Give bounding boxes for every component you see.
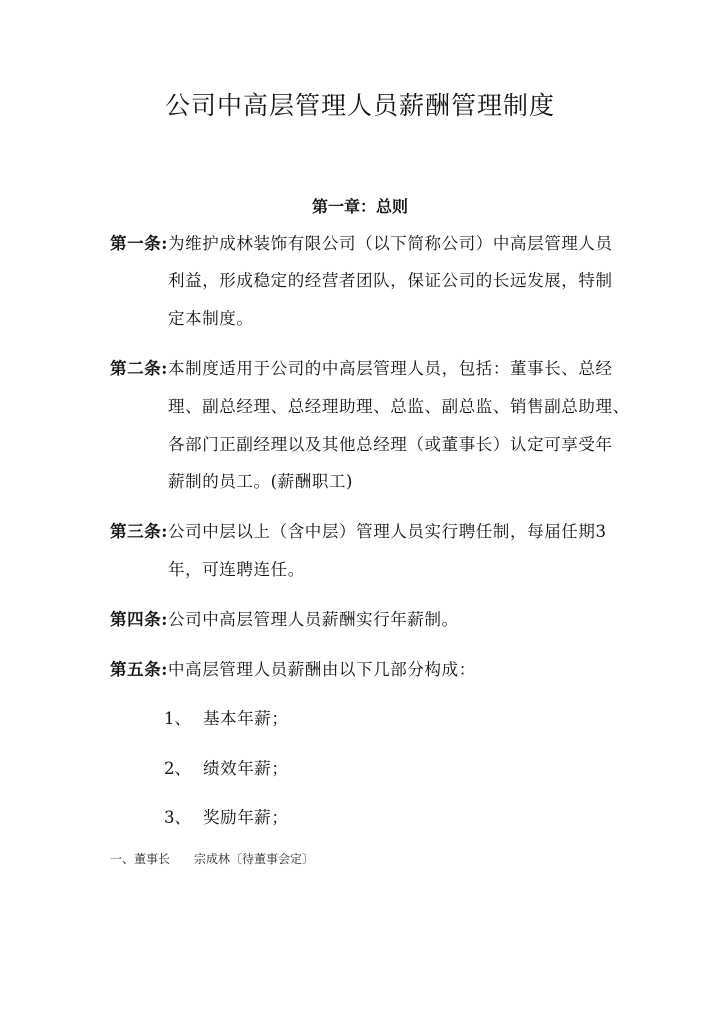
footnote-right: 宗成林〔待董事会定〕 xyxy=(194,852,315,866)
list-item-2-number: 2、 xyxy=(164,759,191,778)
article-2-label: 第二条: xyxy=(110,359,168,378)
article-4-label: 第四条: xyxy=(110,610,168,629)
list-item-2-text: 绩效年薪； xyxy=(203,759,289,778)
article-1-line-2: 利益，形成稳定的经营者团队，保证公司的长远发展，特制 xyxy=(168,271,613,290)
article-5-line-1: 中高层管理人员薪酬由以下几部分构成： xyxy=(168,660,476,679)
article-3-first-line xyxy=(110,521,607,543)
article-3-line-1: 公司中层以上（含中层）管理人员实行聘任制，每届任期3 xyxy=(168,522,607,541)
article-1-line-1: 为维护成林装饰有限公司（以下简称公司）中高层管理人员 xyxy=(168,234,613,253)
article-2-line-2: 理、副总经理、总经理助理、总监、副总监、销售副总助理、 xyxy=(168,397,630,416)
article-4-first-line xyxy=(110,609,459,631)
list-item-3-number: 3、 xyxy=(164,808,191,827)
list-item-1-number: 1、 xyxy=(164,709,191,728)
article-3-line-2: 年，可连聘连任。 xyxy=(168,560,305,579)
footnote-left: 一、董事长 xyxy=(110,852,171,866)
article-5-first-line xyxy=(110,659,476,681)
article-2-line-3: 各部门正副经理以及其他总经理（或董事长）认定可享受年 xyxy=(168,435,613,454)
footnote-line xyxy=(110,851,314,867)
article-1-label: 第一条: xyxy=(110,234,168,253)
article-4-line-1: 公司中高层管理人员薪酬实行年薪制。 xyxy=(168,610,459,629)
list-item-1-text: 基本年薪； xyxy=(203,709,289,728)
article-2-line-4: 薪制的员工。(薪酬职工) xyxy=(168,472,354,491)
article-5-label: 第五条: xyxy=(110,660,168,679)
document-title: 公司中高层管理人员薪酬管理制度 xyxy=(164,91,555,120)
article-1-line-3: 定本制度。 xyxy=(168,309,254,328)
chapter-heading: 第一章：总则 xyxy=(311,197,408,216)
article-2-first-line xyxy=(110,358,613,380)
article-3-label: 第三条: xyxy=(110,522,168,541)
list-item-3-text: 奖励年薪； xyxy=(203,808,289,827)
article-1-first-line xyxy=(110,233,613,255)
article-2-line-1: 本制度适用于公司的中高层管理人员，包括：董事长、总经 xyxy=(168,359,613,378)
